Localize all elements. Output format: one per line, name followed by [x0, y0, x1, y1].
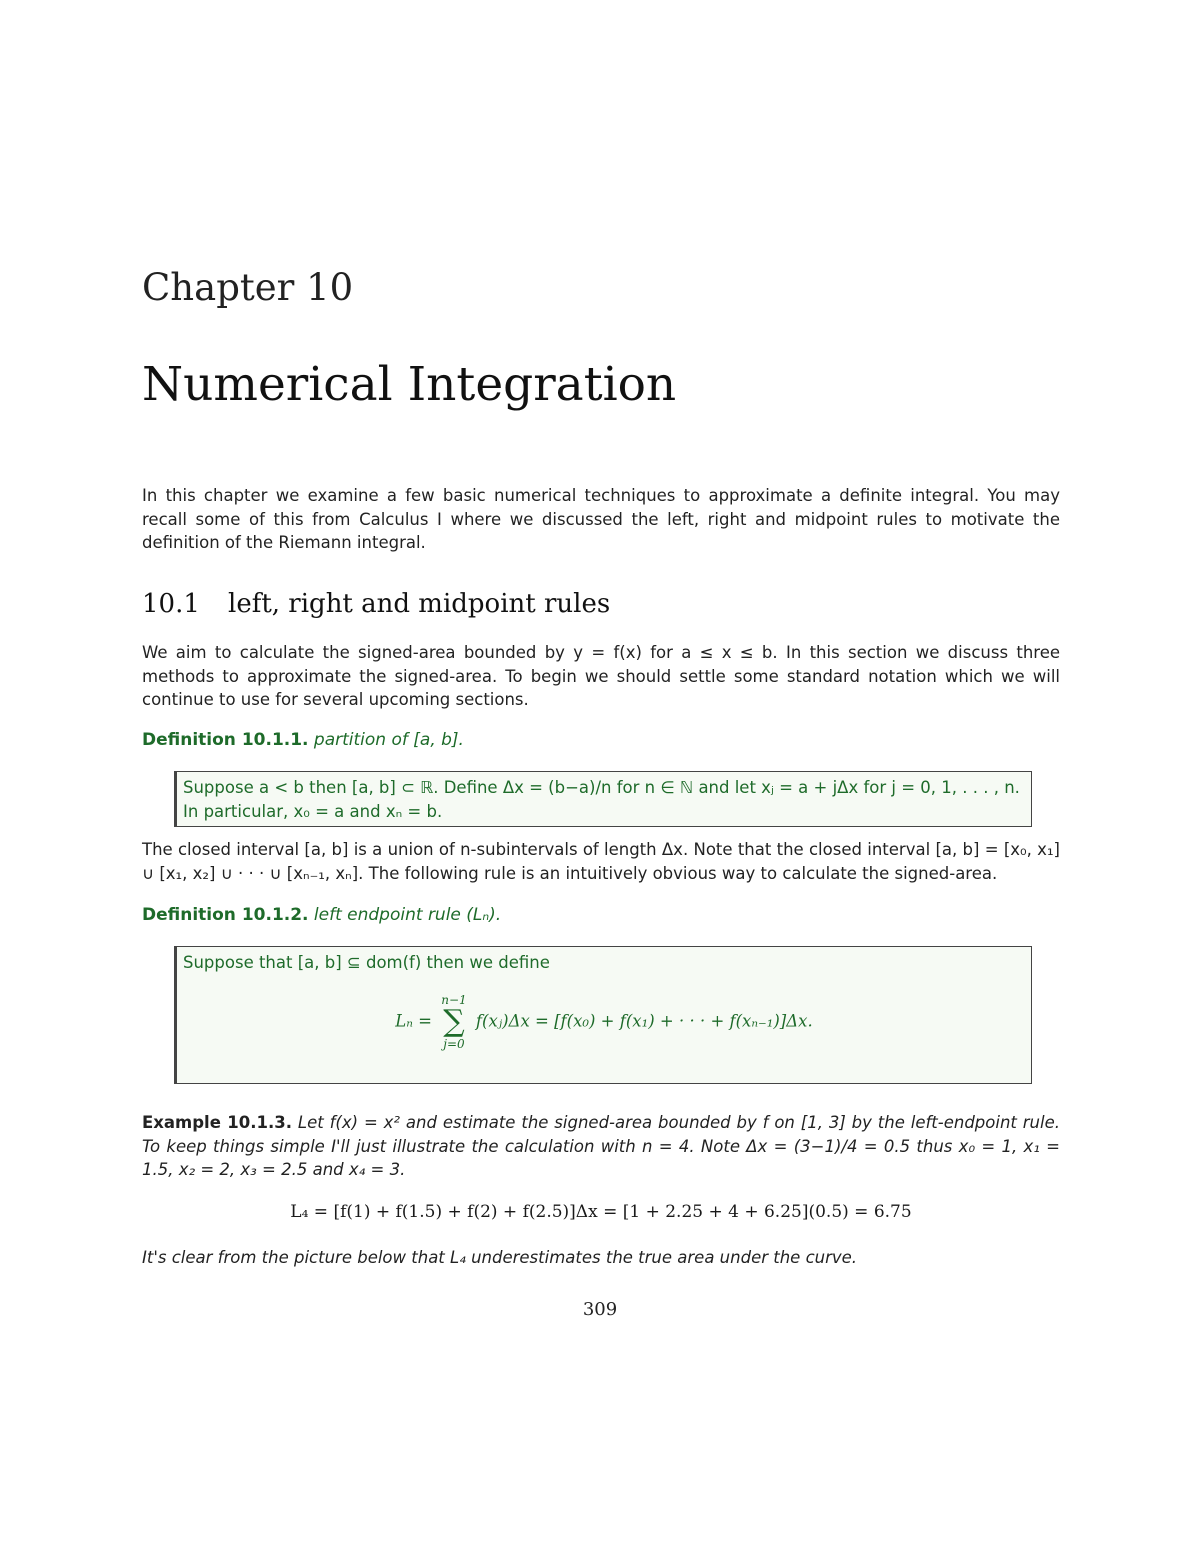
sum-formula [183, 993, 1025, 1051]
definition-box [174, 946, 1032, 1084]
chapter-intro-paragraph: In this chapter we examine a few basic numerical techniques to approximate a definite integral. You may recall some of this from Calculus I where we discussed the left, right and midpoint rules to motivate the definition of the Riemann integral. [142, 486, 1060, 552]
formula-lhs: Lₙ = [395, 1011, 432, 1030]
chapter-title: Numerical Integration [142, 357, 677, 412]
example-equation: L₄ = [f(1) + f(1.5) + f(2) + f(2.5)]Δx = [1 + 2.25 + 4 + 6.25](0.5) = 6.75 [290, 1202, 912, 1222]
section-heading [142, 589, 610, 619]
sum-upper-limit: n−1 [441, 992, 467, 1007]
section-number: 10.1 [142, 589, 200, 619]
definition-heading [142, 730, 464, 750]
definition-line: Suppose that [a, b] ⊆ dom(f) then we define [183, 953, 550, 972]
definition-box [174, 771, 1032, 827]
formula-rhs: f(xⱼ)Δx = [f(x₀) + f(x₁) + · · · + f(xₙ₋₁)]Δx. [475, 1011, 813, 1030]
example-closing: It's clear from the picture below that L₄ underestimates the true area under the curve. [142, 1248, 858, 1267]
definition-line: In particular, x₀ = a and xₙ = b. [183, 801, 443, 821]
example-text: Let f(x) = x² and estimate the signed-area bounded by f on [1, 3] by the left-endpoint rule. To keep things simple I'll just illustrate the calculation with n = 4. Note Δx = (3−1)/4 = 0.5 thus x₀ = 1, x₁ = 1.5, x₂ = 2, x₃ = 2.5 and x₄ = 3. [142, 1113, 1060, 1179]
definition-heading [142, 905, 501, 925]
definition-label: Definition 10.1.2. [142, 905, 309, 925]
page-number: 309 [582, 1299, 618, 1320]
sum-lower-limit: j=0 [443, 1036, 465, 1051]
example-label: Example 10.1.3. [142, 1113, 293, 1132]
section-title: left, right and midpoint rules [228, 589, 611, 619]
summation-symbol: n−1 ∑ j=0 [441, 992, 467, 1051]
definition-name: left endpoint rule (Lₙ). [313, 905, 502, 925]
definition-name: partition of [a, b]. [313, 730, 464, 750]
body-paragraph: The closed interval [a, b] is a union of n-subintervals of length Δx. Note that the closed interval [a, b] = [x₀, x₁] ∪ [x₁, x₂] ∪ · · · ∪ [xₙ₋₁, xₙ]. The following rule is an intuitively obvious way to calculate the signed-area. [142, 840, 1060, 883]
section-intro-paragraph: We aim to calculate the signed-area bounded by y = f(x) for a ≤ x ≤ b. In this section we discuss three methods to approximate the signed-area. To begin we should settle some standard notation which we will continue to use for several upcoming sections. [142, 643, 1060, 709]
chapter-label: Chapter 10 [142, 266, 354, 309]
definition-line: Suppose a < b then [a, b] ⊂ ℝ. Define Δx = (b−a)/n for n ∈ ℕ and let xⱼ = a + jΔx for j = 0, 1, . . . , n. [183, 778, 1020, 797]
example-paragraph [142, 1111, 1060, 1182]
definition-label: Definition 10.1.1. [142, 730, 309, 750]
